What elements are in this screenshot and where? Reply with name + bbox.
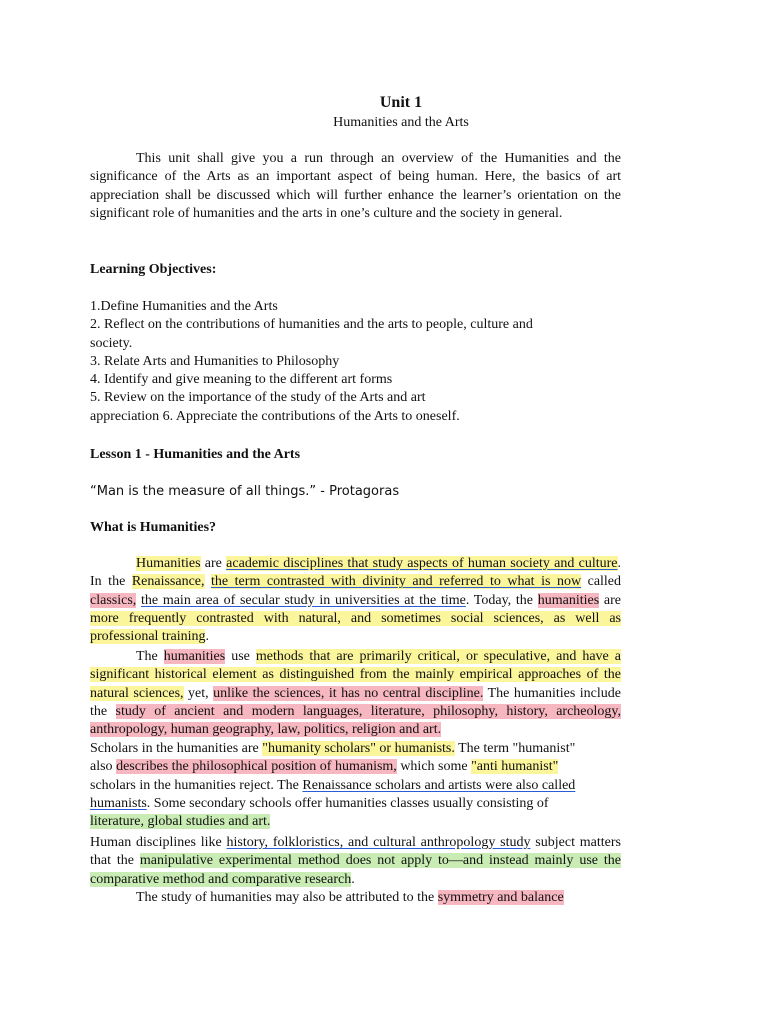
what-is-humanities-heading: What is Humanities? bbox=[90, 520, 217, 535]
objective-line: society. bbox=[90, 335, 133, 351]
underlined-text: history, folkloristics, and cultural anthropology study bbox=[226, 835, 531, 850]
text-run: The term "humanist" bbox=[454, 741, 576, 756]
text-run: scholars in the humanities reject. The bbox=[90, 777, 303, 793]
highlight: more frequently contrasted with natural, and sometimes social sciences, as well as professional training bbox=[90, 610, 621, 645]
text-run: yet, bbox=[183, 685, 214, 701]
highlight: symmetry and balance bbox=[437, 890, 564, 905]
underlined-text: Renaissance scholars and artists were also called bbox=[302, 777, 576, 793]
highlight: "humanity scholars" or humanists. bbox=[262, 741, 455, 756]
text-run: subject matters that the bbox=[90, 835, 621, 869]
text-run: also bbox=[90, 759, 117, 775]
highlight: humanities bbox=[163, 649, 226, 664]
highlight: classics, bbox=[90, 592, 137, 608]
text-run: which some bbox=[396, 759, 472, 775]
text-line bbox=[90, 813, 621, 831]
highlight: the term contrasted with divinity and referred to what is now bbox=[211, 574, 582, 590]
highlight: "anti humanist" bbox=[471, 759, 559, 775]
text-run: are bbox=[599, 592, 622, 608]
objective-line: 1.Define Humanities and the Arts bbox=[90, 299, 278, 314]
text-run: . bbox=[205, 629, 209, 645]
text-run: called bbox=[581, 574, 622, 590]
objective-line: 5. Review on the importance of the study of the Arts and art bbox=[90, 390, 426, 406]
highlight: literature, global studies and art. bbox=[90, 814, 271, 830]
objective-line: appreciation 6. Appreciate the contributions of the Arts to oneself. bbox=[90, 408, 460, 424]
objectives-heading: Learning Objectives: bbox=[90, 262, 217, 277]
text-run: Human disciplines like bbox=[90, 835, 227, 850]
text-run: . Today, the bbox=[465, 592, 538, 608]
highlight: Renaissance, bbox=[131, 574, 205, 590]
text-run: The study of humanities may also be attributed to the bbox=[136, 890, 438, 905]
highlight: unlike the sciences, it has no central discipline. bbox=[213, 685, 484, 701]
objective-line: 3. Relate Arts and Humanities to Philosophy bbox=[90, 353, 340, 369]
paragraph-disciplines bbox=[90, 834, 621, 889]
highlight: Humanities bbox=[136, 556, 201, 571]
text-run: . bbox=[351, 871, 355, 887]
text-line bbox=[90, 758, 621, 776]
lesson-heading: Lesson 1 - Humanities and the Arts bbox=[90, 447, 301, 462]
underlined-text: the main area of secular study in universities at the time bbox=[141, 592, 466, 608]
text-line bbox=[90, 777, 621, 795]
highlight: humanities bbox=[537, 592, 600, 608]
text-run: . Some secondary schools offer humanities classes usually consisting of bbox=[146, 795, 549, 811]
text-run: are bbox=[200, 556, 227, 571]
highlight: academic disciplines that study aspects of human society and culture bbox=[226, 556, 618, 571]
highlight: describes the philosophical position of humanism, bbox=[116, 759, 397, 775]
objective-line: 4. Identify and give meaning to the different art forms bbox=[90, 372, 393, 388]
paragraph-scholars bbox=[90, 740, 621, 831]
paragraph-methods bbox=[90, 648, 621, 739]
intro-paragraph: This unit shall give you a run through an overview of the Humanities and the significance of the Arts as an important aspect of being human. Here, the basics of art appreciation shall be discussed which will further enhance the learner’s orientation on the significant role of humanities and the arts in one’s culture and the society in general. bbox=[90, 151, 621, 221]
text-run: Scholars in the humanities are bbox=[90, 741, 263, 756]
underlined-text: humanists bbox=[90, 795, 147, 811]
highlight: methods that are primarily critical, or speculative, and have a significant historical element as distinguished from the mainly empirical approaches of the natural sciences, bbox=[90, 649, 621, 701]
text-run: . In the bbox=[90, 556, 622, 590]
paragraph-symmetry bbox=[90, 889, 621, 907]
text-run: The bbox=[136, 649, 164, 664]
highlight: study of ancient and modern languages, literature, philosophy, history, archeology, anthropology, human geography, law, politics, religion and art. bbox=[90, 703, 621, 738]
objective-line: 2. Reflect on the contributions of humanities and the arts to people, culture and bbox=[90, 317, 533, 333]
text-line bbox=[90, 795, 621, 813]
objectives-list bbox=[90, 298, 621, 426]
paragraph-definition bbox=[90, 555, 621, 646]
text-run: use bbox=[225, 649, 256, 664]
highlight: manipulative experimental method does not apply to—and instead mainly use the comparative method and comparative research bbox=[90, 853, 621, 887]
text-line bbox=[90, 740, 621, 758]
unit-title: Unit 1 bbox=[379, 94, 423, 111]
unit-subtitle: Humanities and the Arts bbox=[333, 115, 469, 130]
protagoras-quote: “Man is the measure of all things.” - Protagoras bbox=[90, 484, 400, 499]
text-run: The humanities include the bbox=[90, 685, 622, 719]
